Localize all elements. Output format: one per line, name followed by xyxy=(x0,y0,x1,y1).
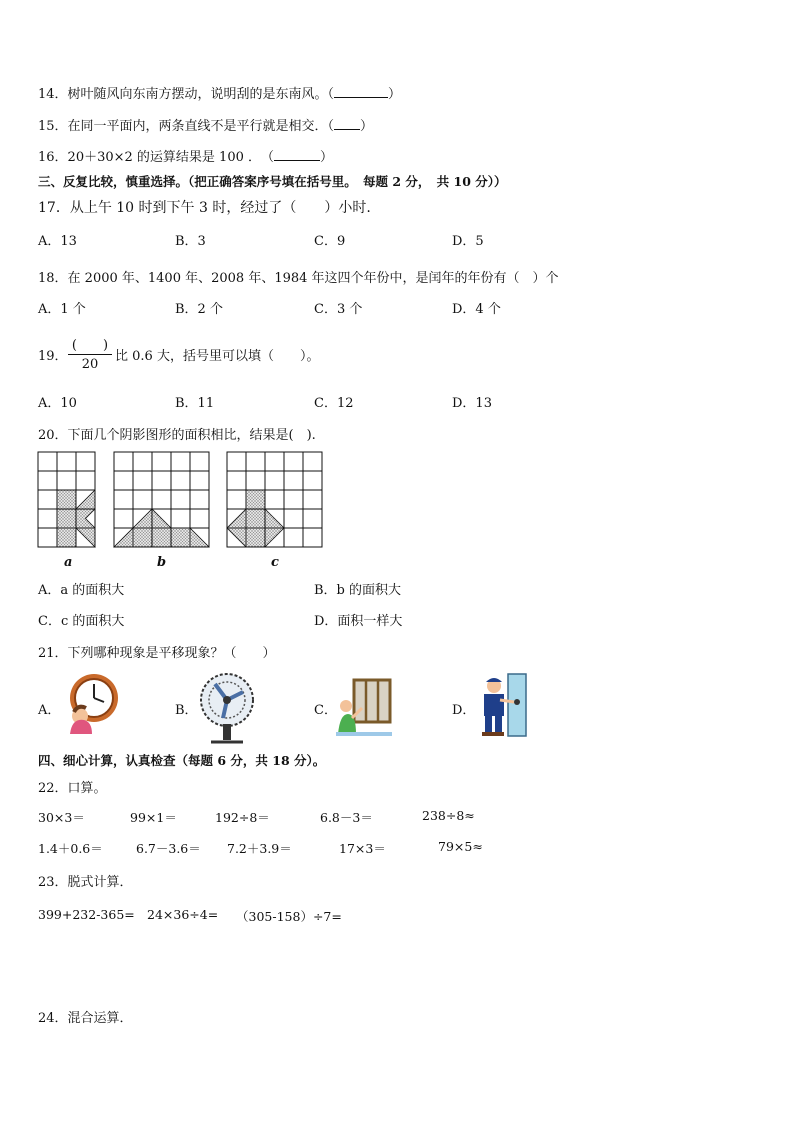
q20-option-b[interactable]: B．b 的面积大 xyxy=(314,583,402,598)
q20-option-c[interactable]: C．c 的面积大 xyxy=(38,614,125,629)
step-calc-item: 24×36÷4= xyxy=(147,907,219,922)
oral-calc-item: 1.4＋0.6＝ xyxy=(38,841,103,856)
question-16-text: 16．20＋30×2 的运算结果是 100 ． （ xyxy=(38,150,274,165)
section-3-heading: 三、反复比较，慎重选择。（把正确答案序号填在括号里。 每题 2 分， 共 10 分）） xyxy=(38,174,507,189)
figure-c xyxy=(227,452,322,547)
figure-c-label: c xyxy=(271,555,279,570)
question-15 xyxy=(38,115,373,134)
question-17: 17．从上午 10 时到下午 3 时，经过了（ ）小时. xyxy=(38,200,371,216)
answer-blank-14[interactable] xyxy=(334,85,388,98)
q21-option-b[interactable]: B． xyxy=(175,703,198,718)
question-14-text: 14．树叶随风向东南方摆动，说明刮的是东南风。（ xyxy=(38,87,335,102)
q19-fraction xyxy=(66,334,114,374)
section-4-heading: 四、细心计算，认真检查（每题 6 分，共 18 分）。 xyxy=(38,753,326,768)
q21-option-d[interactable]: D． xyxy=(452,703,476,718)
question-20: 20．下面几个阴影图形的面积相比，结果是( ). xyxy=(38,428,316,443)
q18-option-c[interactable]: C．3 个 xyxy=(314,302,363,317)
question-23: 23．脱式计算． xyxy=(38,875,133,890)
question-16 xyxy=(38,146,333,165)
oral-calc-item: 192÷8＝ xyxy=(215,810,270,825)
q17-option-a[interactable]: A．13 xyxy=(38,234,77,249)
oral-calc-item: 238÷8≈ xyxy=(422,808,475,823)
question-21: 21．下列哪种现象是平移现象？（ ） xyxy=(38,646,276,661)
question-15-close: ） xyxy=(360,119,374,134)
q20-option-a[interactable]: A．a 的面积大 xyxy=(38,583,125,598)
question-14 xyxy=(38,83,401,102)
fraction-bar xyxy=(68,354,112,355)
oral-calc-item: 17×3＝ xyxy=(339,841,386,856)
q17-option-d[interactable]: D．5 xyxy=(452,234,484,249)
figure-b xyxy=(114,452,209,547)
q21-option-c[interactable]: C． xyxy=(314,703,337,718)
clock-turning-icon[interactable] xyxy=(62,672,120,734)
oral-calc-item: 79×5≈ xyxy=(438,839,483,854)
fraction-denominator: 20 xyxy=(81,357,99,372)
q17-option-b[interactable]: B．3 xyxy=(175,234,206,249)
question-15-text: 15．在同一平面内，两条直线不是平行就是相交．（ xyxy=(38,119,335,134)
question-19-prefix: 19． xyxy=(38,349,68,364)
fan-icon[interactable] xyxy=(197,668,255,744)
oral-calc-item: 7.2＋3.9＝ xyxy=(227,841,292,856)
q18-option-d[interactable]: D．4 个 xyxy=(452,302,501,317)
step-calc-item: （305-158）÷7= xyxy=(236,909,342,924)
fraction-numerator[interactable]: ( ) xyxy=(71,338,109,353)
q18-option-a[interactable]: A．1 个 xyxy=(38,302,86,317)
q19-option-b[interactable]: B．11 xyxy=(175,396,215,411)
q21-option-a[interactable]: A． xyxy=(38,703,61,718)
door-handle-icon[interactable] xyxy=(474,672,532,738)
q18-option-b[interactable]: B．2 个 xyxy=(175,302,223,317)
figure-a xyxy=(38,452,95,547)
q19-option-c[interactable]: C．12 xyxy=(314,396,354,411)
q19-option-d[interactable]: D．13 xyxy=(452,396,492,411)
q19-option-a[interactable]: A．10 xyxy=(38,396,77,411)
oral-calc-item: 99×1＝ xyxy=(130,810,177,825)
answer-blank-16[interactable] xyxy=(274,148,320,161)
figure-a-label: a xyxy=(64,555,73,570)
oral-calc-item: 6.7－3.6＝ xyxy=(136,841,201,856)
oral-calc-item: 30×3＝ xyxy=(38,810,85,825)
question-16-close: ） xyxy=(320,150,334,165)
oral-calc-item: 6.8－3＝ xyxy=(320,810,373,825)
question-24: 24．混合运算． xyxy=(38,1011,133,1026)
question-18: 18．在 2000 年、1400 年、2008 年、1984 年这四个年份中，是闰年的年份有（ ）个 xyxy=(38,271,559,286)
question-14-close: ） xyxy=(388,87,402,102)
q17-option-c[interactable]: C．9 xyxy=(314,234,346,249)
shaded-figures-diagram xyxy=(36,450,326,550)
question-19-text: 比 0.6 大，括号里可以填（ ）。 xyxy=(115,349,320,364)
question-22: 22．口算。 xyxy=(38,781,107,796)
window-sliding-icon[interactable] xyxy=(336,678,392,736)
figure-b-label: b xyxy=(157,555,167,570)
answer-blank-15[interactable] xyxy=(334,117,360,130)
step-calc-item: 399+232-365= xyxy=(38,907,135,922)
q20-option-d[interactable]: D．面积一样大 xyxy=(314,614,403,629)
